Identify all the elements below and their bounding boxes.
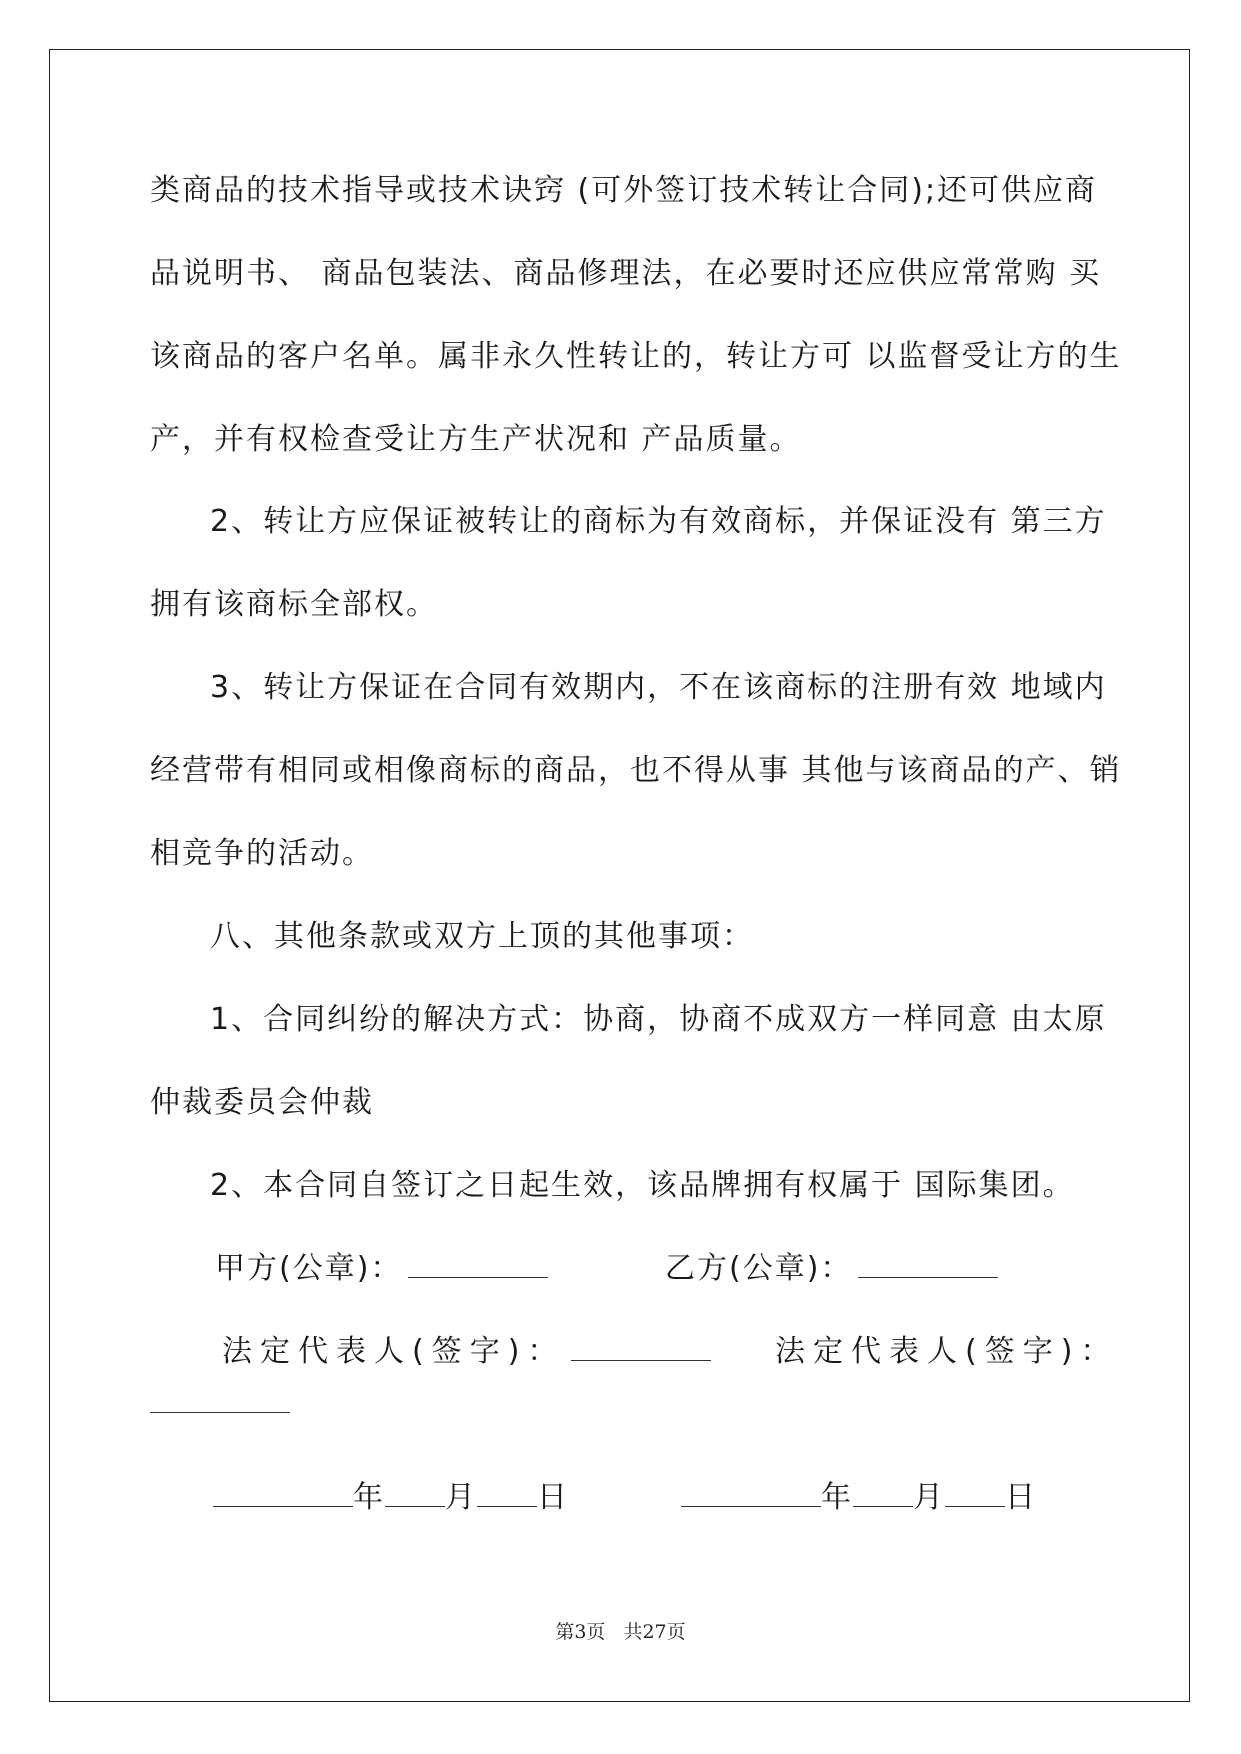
rep-b-blank[interactable]	[150, 1412, 290, 1413]
page-footer	[0, 1617, 1241, 1644]
body-line: 相竞争的活动。	[150, 836, 374, 871]
body-line: 仲裁委员会仲裁	[150, 1085, 374, 1120]
date-left	[213, 1478, 569, 1518]
month-blank-right[interactable]	[853, 1480, 913, 1507]
year-label: 年	[353, 1480, 385, 1515]
page-total: 共27页	[623, 1621, 686, 1643]
body-line: 1、合同纠纷的解决方式：协商，协商不成双方一样同意 由太原	[210, 1002, 1107, 1037]
year-blank-left[interactable]	[213, 1480, 353, 1507]
party-b-label: 乙方(公章)：	[665, 1251, 853, 1286]
body-line: 类商品的技术指导或技术诀窍 (可外签订技术转让合同);还可供应商	[150, 173, 1098, 208]
day-label: 日	[1005, 1480, 1037, 1515]
month-label: 月	[913, 1480, 945, 1515]
rep-a-blank[interactable]	[571, 1334, 711, 1361]
rep-b-label: 法定代表人(签字)：	[775, 1334, 1119, 1369]
page-number: 第3页	[555, 1621, 606, 1643]
body-line: 该商品的客户名单。属非永久性转让的，转让方可 以监督受让方的生	[150, 339, 1122, 374]
body-line: 3、转让方保证在合同有效期内，不在该商标的注册有效 地域内	[210, 670, 1107, 705]
body-line: 经营带有相同或相像商标的商品，也不得从事 其他与该商品的产、销	[150, 753, 1122, 788]
day-blank-left[interactable]	[477, 1480, 537, 1507]
body-line: 品说明书、 商品包装法、商品修理法，在必要时还应供应常常购 买	[150, 256, 1102, 291]
party-a-seal	[215, 1249, 548, 1289]
year-label: 年	[821, 1480, 853, 1515]
body-line: 2、本合同自签订之日起生效，该品牌拥有权属于 国际集团。	[210, 1168, 1075, 1203]
party-a-blank[interactable]	[408, 1251, 548, 1278]
party-b-blank[interactable]	[858, 1251, 998, 1278]
rep-a-signature	[222, 1332, 711, 1372]
rep-b-signature	[775, 1332, 1118, 1372]
month-label: 月	[445, 1480, 477, 1515]
month-blank-left[interactable]	[385, 1480, 445, 1507]
section-heading: 八、其他条款或双方上顶的其他事项：	[210, 919, 754, 954]
body-line: 拥有该商标全部权。	[150, 587, 438, 622]
year-blank-right[interactable]	[681, 1480, 821, 1507]
body-line: 2、转让方应保证被转让的商标为有效商标，并保证没有 第三方	[210, 504, 1107, 539]
day-blank-right[interactable]	[945, 1480, 1005, 1507]
party-b-seal	[665, 1249, 998, 1289]
page-border	[49, 49, 1190, 1702]
day-label: 日	[537, 1480, 569, 1515]
party-a-label: 甲方(公章)：	[215, 1251, 403, 1286]
body-line: 产，并有权检查受让方生产状况和 产品质量。	[150, 422, 802, 457]
rep-a-label: 法定代表人(签字)：	[222, 1334, 566, 1369]
date-right	[681, 1478, 1037, 1518]
